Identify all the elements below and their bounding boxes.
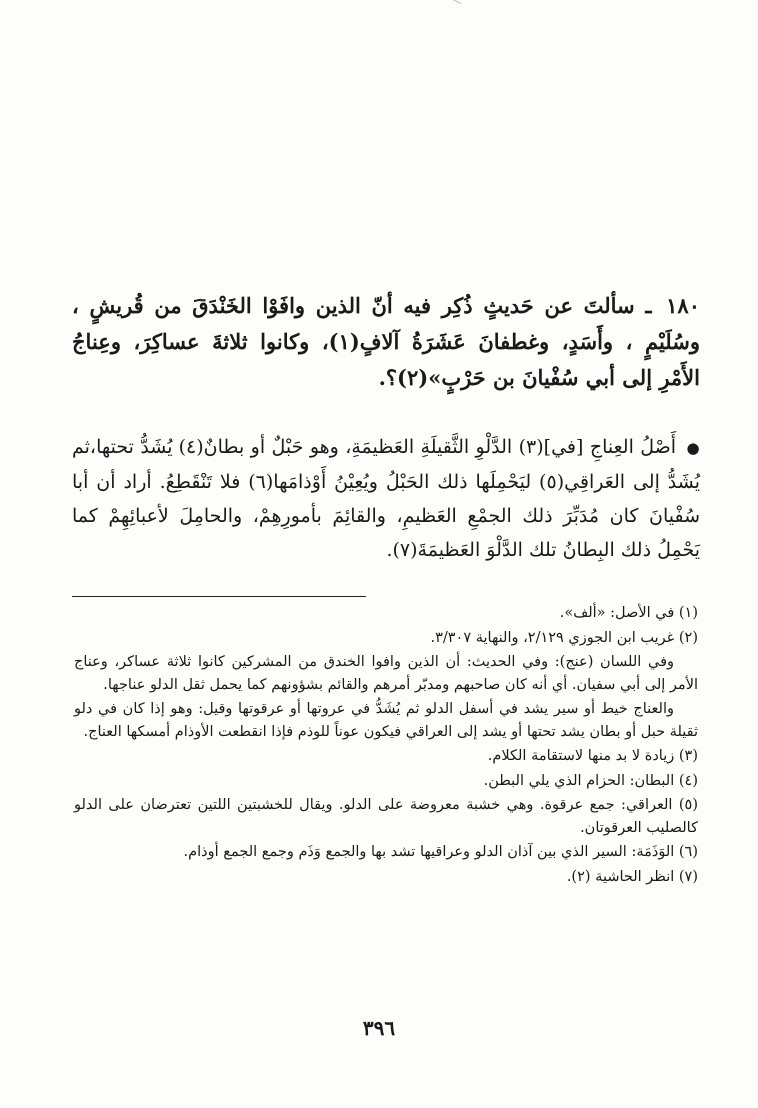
question-number: ١٨٠ bbox=[666, 293, 700, 318]
footnote-2-lisan: وفي اللسان (عنج): وفي الحديث: أن الذين وافوا الخندق من المشركين كانوا ثلاثة عساكر، وعناج الأمر إلى أبي سفيان. أي أنه كان صاحبهم ومدبّر أمرهم والقائم بشؤونهم كما يحمل ثقل الدلو عناجها. bbox=[74, 654, 698, 693]
footnote-2-explanation: والعناج خيط أو سير يشد في أسفل الدلو ثم يُشَدُّ في عروتها أو عرقوتها وقيل: وهو إذا كان في دلو ثقيلة حبل أو بطان يشد تحتها أو يشد إلى العراقي فيكون عوناً للوذم فإذا انقطعت الأوذام أمسكها العناج. bbox=[74, 701, 698, 740]
question-paragraph bbox=[72, 288, 700, 396]
scan-mark bbox=[447, 0, 462, 11]
footnote-1: (١) في الأصل: «ألف». bbox=[559, 605, 698, 621]
footnote-5: (٥) العراقي: جمع عرقوة. وهي خشبة معروضة على الدلو. ويقال للخشبتين اللتين تعترضان على الدلو كالصليب العرقوتان. bbox=[74, 797, 698, 836]
footnote-7: (٧) انظر الحاشية (٢). bbox=[566, 868, 698, 885]
footnote-3: (٣) زيادة لا بد منها لاستقامة الكلام. bbox=[487, 748, 698, 764]
answer-paragraph bbox=[72, 430, 700, 567]
bullet-icon: ● bbox=[686, 439, 700, 457]
footnote-2: (٢) غريب ابن الجوزي ٢/١٢٩، والنهاية ٣/٣٠٧. bbox=[430, 629, 698, 646]
answer-text: أَصْلُ العِناجِ [في](٣) الدَّلْوِ الثَّقيلَةِ العَظيمَةِ، وهو حَبْلٌ أو بطانٌ(٤) يُشَدُّ تحتها،ثم يُشَدُّ إلى العَراقِي(٥) ليَحْمِلَها ذلك الحَبْلُ ويُعِيْنُ أَوْذامَها(٦) فلا تَنْقَطِعُ. أراد أن أبا سُفْيانَ كان مُدَبِّرَ ذلك الجمْعِ العَظيمِ، والقائِمَ بأمورِهِمْ، والحامِلَ لأعبائِهِمْ كما يَحْمِلُ ذلك البِطانُ تلك الدَّلْوَ العَظيمَةَ(٧). bbox=[72, 436, 701, 561]
footnote-6: (٦) الوَذَمَة: السير الذي بين آذان الدلو وعراقيها تشد بها والجمع وَذَم وجمع الجمع أوذام. bbox=[183, 844, 698, 860]
footnote-4: (٤) البطان: الحزام الذي يلي البطن. bbox=[483, 772, 698, 789]
page-number: ٣٩٦ bbox=[362, 1016, 396, 1040]
footnote-divider bbox=[72, 596, 366, 597]
question-text: ـ سألتَ عن حَديثٍ ذُكِر فيه أنّ الذين وافَوْا الخَنْدَقَ من قُريشٍ ، وسُلَيْمٍ ، وأَسَدٍ، وغطفانَ عَشَرَةُ آلافٍ(١)، وكانوا ثلاثةَ عساكِرَ، وعِناجُ الأَمْرِ إلى أبي سُفْيانَ بن حَرْبٍ»(٢)؟. bbox=[72, 293, 700, 390]
footnotes bbox=[74, 602, 698, 890]
